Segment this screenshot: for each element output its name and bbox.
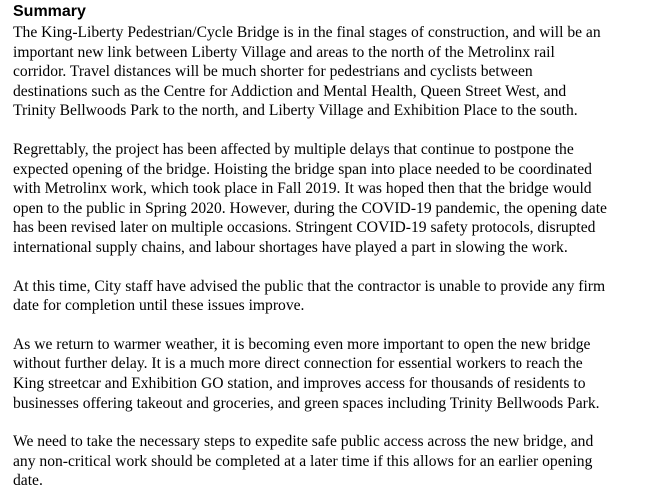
paragraph-line: has been revised later on multiple occasions. Stringent COVID-19 safety protocols, disrupted xyxy=(13,219,596,237)
paragraph-line: with Metrolinx work, which took place in Fall 2019. It was hoped then that the bridge would xyxy=(13,180,592,198)
summary-paragraph-5 xyxy=(13,432,649,491)
paragraph-line: The King-Liberty Pedestrian/Cycle Bridge is in the final stages of construction, and will be an xyxy=(13,24,601,41)
summary-document xyxy=(13,2,649,491)
summary-paragraph-3 xyxy=(13,277,649,316)
paragraph-line: without further delay. It is a much more direct connection for essential workers to reach the xyxy=(13,355,583,373)
paragraph-line: expected opening of the bridge. Hoisting the bridge span into place needed to be coordinated xyxy=(13,160,592,178)
paragraph-line: As we return to warmer weather, it is becoming even more important to open the new bridge xyxy=(13,335,591,353)
paragraph-line: any non-critical work should be completed at a later time if this allows for an earlier opening xyxy=(13,452,593,470)
paragraph-line: destinations such as the Centre for Addiction and Mental Health, Queen Street West, and xyxy=(13,82,567,100)
paragraph-line: corridor. Travel distances will be much shorter for pedestrians and cyclists between xyxy=(13,63,533,81)
summary-heading: Summary xyxy=(13,3,86,20)
summary-paragraph-4 xyxy=(13,335,649,413)
paragraph-line: international supply chains, and labour shortages have played a part in slowing the work. xyxy=(13,238,568,256)
summary-paragraph-2 xyxy=(13,140,649,258)
paragraph-line: open to the public in Spring 2020. However, during the COVID-19 pandemic, the opening date xyxy=(13,199,607,217)
summary-paragraph-1 xyxy=(13,23,649,121)
paragraph-line: King streetcar and Exhibition GO station, and improves access for thousands of residents to xyxy=(13,374,586,392)
paragraph-line: At this time, City staff have advised the public that the contractor is unable to provide any firm xyxy=(13,277,606,295)
paragraph-line: date. xyxy=(13,472,43,490)
paragraph-line: Regrettably, the project has been affected by multiple delays that continue to postpone the xyxy=(13,140,574,158)
paragraph-line: businesses offering takeout and groceries, and green spaces including Trinity Bellwoods Park. xyxy=(13,394,600,412)
summary-body xyxy=(13,23,649,491)
paragraph-line: We need to take the necessary steps to expedite safe public access across the new bridge, and xyxy=(13,433,594,451)
paragraph-line: important new link between Liberty Village and areas to the north of the Metrolinx rail xyxy=(13,43,555,61)
paragraph-line: date for completion until these issues improve. xyxy=(13,297,305,315)
paragraph-line: Trinity Bellwoods Park to the north, and Liberty Village and Exhibition Place to the south. xyxy=(13,102,578,120)
